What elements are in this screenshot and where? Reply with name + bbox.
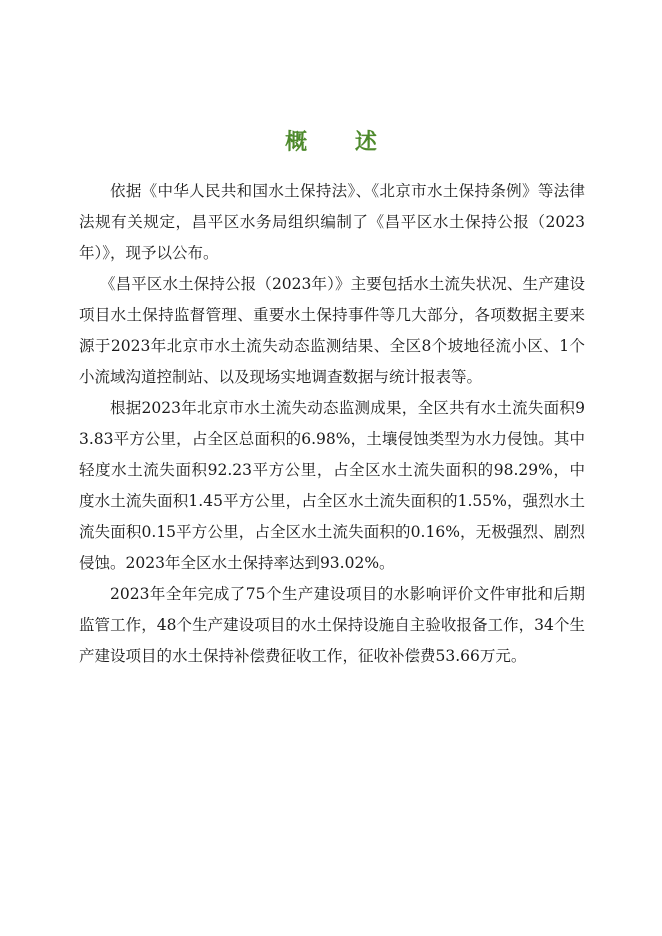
page-title: 概 述 — [285, 130, 397, 155]
paragraph-contents: 《昌平区水土保持公报（2023年）》主要包括水土流失状况、生产建设项目水土保持监督管理、重要水土保持事件等几大部分，各项数据主要来源于2023年北京市水土流失动态监测结果、全区8个坡地径流小区、1个小流域沟道控制站、以及现场实地调查数据与统计报表等。 — [79, 275, 585, 386]
document-body — [79, 176, 585, 672]
paragraph-supervision: 2023年全年完成了75个生产建设项目的水影响评价文件审批和后期监管工作，48个生产建设项目的水土保持设施自主验收报备工作，34个生产建设项目的水土保持补偿费征收工作，征收补偿费53.66万元。 — [79, 585, 585, 665]
paragraph-intro: 依据《中华人民共和国水土保持法》、《北京市水土保持条例》等法律法规有关规定，昌平区水务局组织编制了《昌平区水土保持公报（2023年）》，现予以公布。 — [79, 182, 585, 262]
paragraph-erosion-status: 根据2023年北京市水土流失动态监测成果，全区共有水土流失面积93.83平方公里，占全区总面积的6.98%，土壤侵蚀类型为水力侵蚀。其中轻度水土流失面积92.23平方公里，占全区水土流失面积的98.29%，中度水土流失面积1.45平方公里，占全区水土流失面积的1.55%，强烈水土流失面积0.15平方公里，占全区水土流失面积的0.16%，无极强烈、剧烈侵蚀。2023年全区水土保持率达到93.02%。 — [79, 399, 585, 572]
